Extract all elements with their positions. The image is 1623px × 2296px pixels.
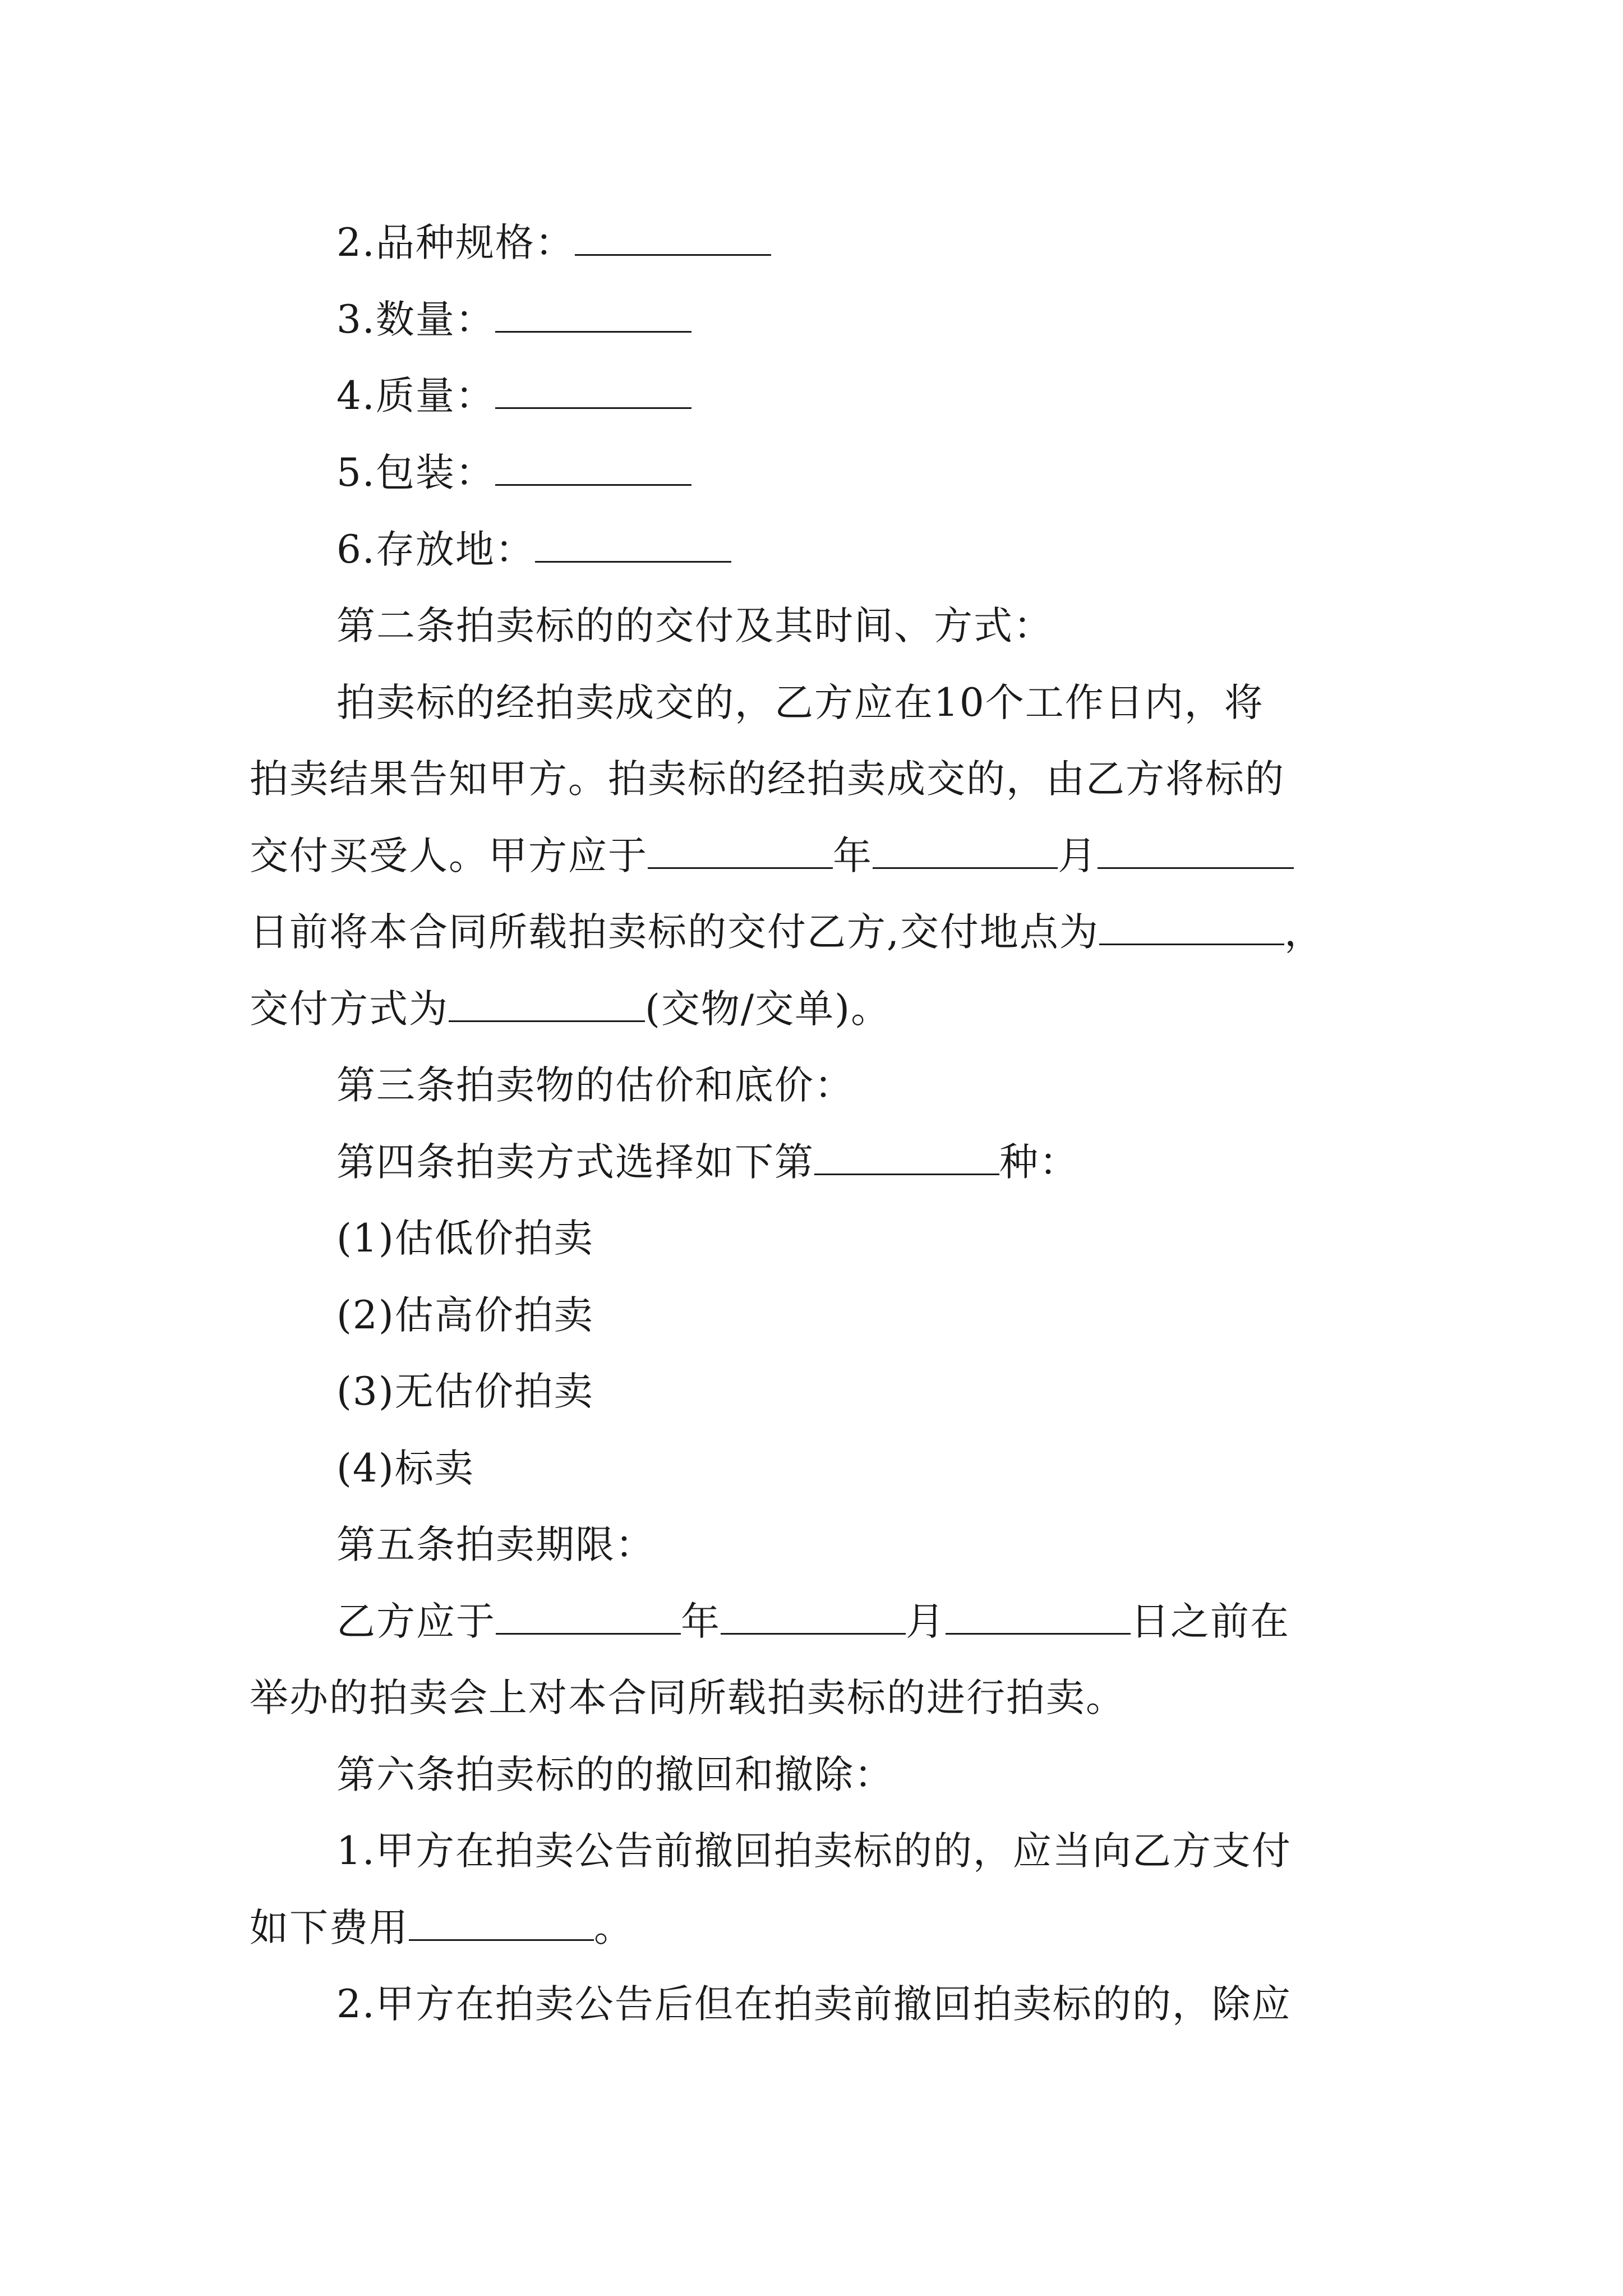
fee-blank <box>409 1904 594 1941</box>
article-4-heading <box>336 1137 1079 1188</box>
quantity-blank <box>495 296 691 333</box>
article-6-item-1-text: 1.甲方在拍卖公告前撤回拍卖标的的，应当向乙方支付 <box>336 1829 1292 1874</box>
item-storage-location-label: 6.存放地： <box>336 527 535 572</box>
article-2-para-line-4 <box>250 907 1324 958</box>
article-6-item-1-line-1 <box>336 1826 1391 1876</box>
article-2-para-line-3 <box>250 831 1294 881</box>
item-packaging <box>336 448 691 498</box>
delivery-year-blank <box>648 832 833 869</box>
packaging-blank <box>495 449 691 486</box>
year-label: 年 <box>681 1599 721 1644</box>
auction-year-blank <box>496 1598 681 1635</box>
auction-deadline-suffix: 日之前在 <box>1131 1599 1290 1644</box>
item-packaging-label: 5.包装： <box>336 450 495 495</box>
delivery-date-prefix: 交付买受人。甲方应于 <box>250 834 648 878</box>
delivery-month-blank <box>873 832 1058 869</box>
delivery-method-options: (交物/交单)。 <box>645 987 891 1032</box>
delivery-location-prefix: 日前将本合同所载拍卖标的交付乙方,交付地点为 <box>250 910 1099 955</box>
article-2-para-line-5 <box>250 984 891 1034</box>
article-5-heading: 第五条拍卖期限： <box>336 1522 655 1567</box>
auction-option-2: (2)估高价拍卖 <box>336 1293 594 1338</box>
item-variety-spec-label: 2.品种规格： <box>336 220 575 265</box>
article-4-prefix: 第四条拍卖方式选择如下第 <box>336 1140 814 1185</box>
auction-month-blank <box>721 1598 906 1635</box>
auction-option-3: (3)无估价拍卖 <box>336 1369 594 1414</box>
period: 。 <box>594 1906 634 1950</box>
variety-spec-blank <box>575 219 771 256</box>
article-3-heading: 第三条拍卖物的估价和底价： <box>336 1063 854 1108</box>
delivery-day-blank <box>1098 832 1294 869</box>
article-2-para-line-1-text: 拍卖标的经拍卖成交的，乙方应在10个工作日内，将 <box>336 680 1264 725</box>
storage-location-blank <box>535 526 731 563</box>
comma: ， <box>1284 910 1324 955</box>
article-6-heading: 第六条拍卖标的的撤回和撤除： <box>336 1752 894 1797</box>
article-5-para-line-1 <box>336 1596 1290 1647</box>
article-2-para-line-2: 拍卖结果告知甲方。拍卖标的经拍卖成交的，由乙方将标的 <box>250 757 1285 802</box>
article-6-item-2-line-1: 2.甲方在拍卖公告后但在拍卖前撤回拍卖标的的，除应 <box>336 1982 1292 2027</box>
auction-option-4: (4)标卖 <box>336 1446 474 1491</box>
item-quantity <box>336 295 691 345</box>
auction-day-blank <box>946 1598 1131 1635</box>
article-4-suffix: 种： <box>999 1140 1079 1185</box>
quality-blank <box>495 372 691 409</box>
article-2-heading: 第二条拍卖标的的交付及其时间、方式： <box>336 604 1053 648</box>
item-storage-location <box>336 524 731 575</box>
item-quality-label: 4.质量： <box>336 374 495 418</box>
article-5-para-line-2: 举办的拍卖会上对本合同所载拍卖标的进行拍卖。 <box>250 1676 1126 1720</box>
auction-method-blank <box>814 1139 999 1175</box>
delivery-method-prefix: 交付方式为 <box>250 987 449 1032</box>
delivery-method-blank <box>449 986 645 1022</box>
month-label: 月 <box>906 1599 946 1644</box>
article-2-para-line-1 <box>336 678 1391 728</box>
auction-deadline-prefix: 乙方应于 <box>336 1599 496 1644</box>
article-6-item-1-line-2 <box>250 1903 634 1953</box>
fee-prefix: 如下费用 <box>250 1906 409 1950</box>
item-quantity-label: 3.数量： <box>336 297 495 342</box>
auction-option-1: (1)估低价拍卖 <box>336 1216 594 1261</box>
year-label: 年 <box>833 834 873 878</box>
item-quality <box>336 371 691 421</box>
item-variety-spec <box>336 218 771 268</box>
delivery-location-blank <box>1099 909 1284 945</box>
month-label: 月 <box>1058 834 1098 878</box>
